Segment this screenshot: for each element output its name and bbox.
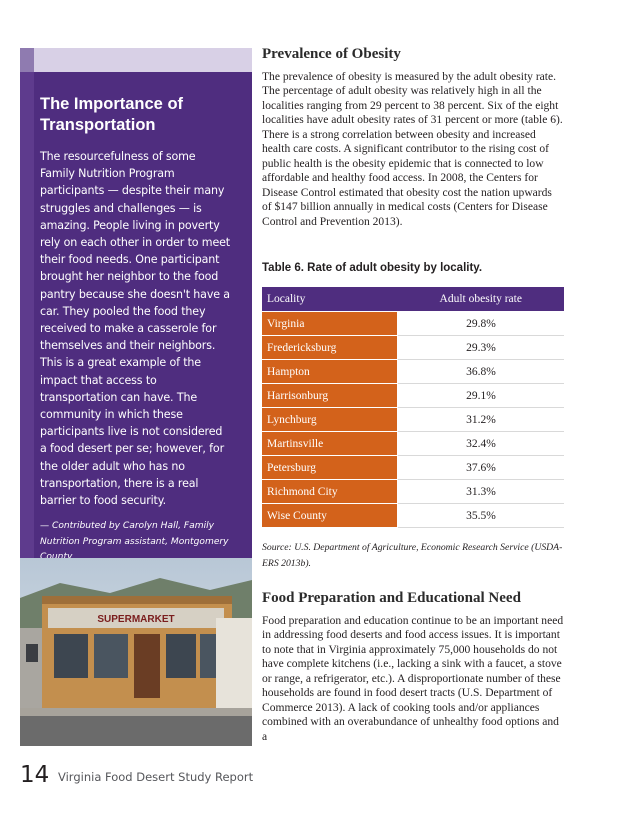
- obesity-heading: Prevalence of Obesity: [262, 46, 401, 62]
- obesity-paragraph: The prevalence of obesity is measured by the adult obesity rate. The percentage of adult obesity was relatively high in all the localities ranging from 29 percent to 38 percent. Six of the eight localities have adult obesity rates of 31 percent or more (table 6). There is a strong correlation between obesity and increased health care costs. A significant contributor to the rising cost of public health is the obesity epidemic that is connected to low affordable and healthy food access. In 2008, the Centers for Disease Control estimated that obesity cost the nation upwards of $147 billion annually in medical costs (Centers for Disease Control and Prevention 2013).: [262, 71, 563, 228]
- sidebar-top-strip: [20, 48, 252, 72]
- supermarket-sign: SUPERMARKET: [97, 614, 175, 625]
- food-prep-section: [262, 590, 564, 607]
- rate-cell: 36.8%: [398, 360, 565, 384]
- table-header-row: [262, 287, 564, 312]
- locality-cell: Martinsville: [262, 432, 398, 456]
- food-prep-paragraph: Food preparation and education continue to be an important need in addressing food deserts and food access issues. It is important to note that in Virginia approximately 75,000 households do not have complete kitchens (i.e., lacking a sink with a faucet, a stove or range, a refrigerator, etc.). A disproportionate number of these households are found in food desert tracts (U.S. Department of Commerce 2013). A lack of cooking tools and/or appliances combined with an overabundance of unhealthy food options and a: [262, 615, 564, 743]
- sidebar-accent-bar: [20, 72, 34, 558]
- table-row: [262, 408, 564, 432]
- obesity-paragraph-wrap: [262, 70, 564, 229]
- table-row: [262, 384, 564, 408]
- transportation-sidebar: [20, 72, 252, 558]
- supermarket-illustration: [20, 558, 252, 746]
- locality-cell: Lynchburg: [262, 408, 398, 432]
- locality-cell: Richmond City: [262, 480, 398, 504]
- rate-cell: 29.8%: [398, 312, 565, 336]
- sidebar-top-accent: [20, 48, 34, 72]
- table-row: [262, 432, 564, 456]
- locality-cell: Harrisonburg: [262, 384, 398, 408]
- supermarket-photo: [20, 558, 252, 746]
- table-row: [262, 360, 564, 384]
- table-row: [262, 336, 564, 360]
- table-caption: Table 6. Rate of adult obesity by locality.: [262, 262, 483, 274]
- report-title: Virginia Food Desert Study Report: [58, 770, 254, 784]
- sidebar-body: The resourcefulness of some Family Nutrition Program participants — despite their many struggles and challenges — is amazing. People living in poverty rely on each other in order to meet their food needs. One participant brought her neighbor to the food pantry because she doesn't have a car. They pooled the food they received to make a casserole for themselves and their neighbors. This is a great example of the impact that access to transportation can have. The community in which these participants live is not considered a food desert per se; however, for the older adult who has no transportation, there is a real barrier to food security.: [40, 150, 230, 508]
- table-row: [262, 480, 564, 504]
- header-locality: Locality: [262, 287, 398, 312]
- rate-cell: 31.3%: [398, 480, 565, 504]
- table-caption-wrap: [262, 262, 564, 274]
- rate-cell: 29.3%: [398, 336, 565, 360]
- rate-cell: 35.5%: [398, 504, 565, 528]
- rate-cell: 29.1%: [398, 384, 565, 408]
- table-source-wrap: [262, 540, 564, 572]
- rate-cell: 32.4%: [398, 432, 565, 456]
- food-prep-heading: Food Preparation and Educational Need: [262, 590, 521, 606]
- sidebar-credit: — Contributed by Carolyn Hall, Family Nutrition Program assistant, Montgomery: [40, 521, 229, 547]
- table-row: [262, 456, 564, 480]
- locality-cell: Hampton: [262, 360, 398, 384]
- obesity-table: [262, 287, 564, 528]
- sidebar-title: The Importance of Transportation: [40, 95, 184, 134]
- locality-cell: Wise County: [262, 504, 398, 528]
- rate-cell: 37.6%: [398, 456, 565, 480]
- rate-cell: 31.2%: [398, 408, 565, 432]
- obesity-section: [262, 46, 564, 63]
- locality-cell: Fredericksburg: [262, 336, 398, 360]
- table-row: [262, 504, 564, 528]
- header-rate: Adult obesity rate: [398, 287, 565, 312]
- locality-cell: Virginia: [262, 312, 398, 336]
- table-source: Source: U.S. Department of Agriculture, Economic Research Service (USDA-ERS 2013b).: [262, 542, 563, 569]
- locality-cell: Petersburg: [262, 456, 398, 480]
- table-row: [262, 312, 564, 336]
- food-prep-paragraph-wrap: [262, 614, 564, 744]
- page-number: 14: [20, 762, 50, 788]
